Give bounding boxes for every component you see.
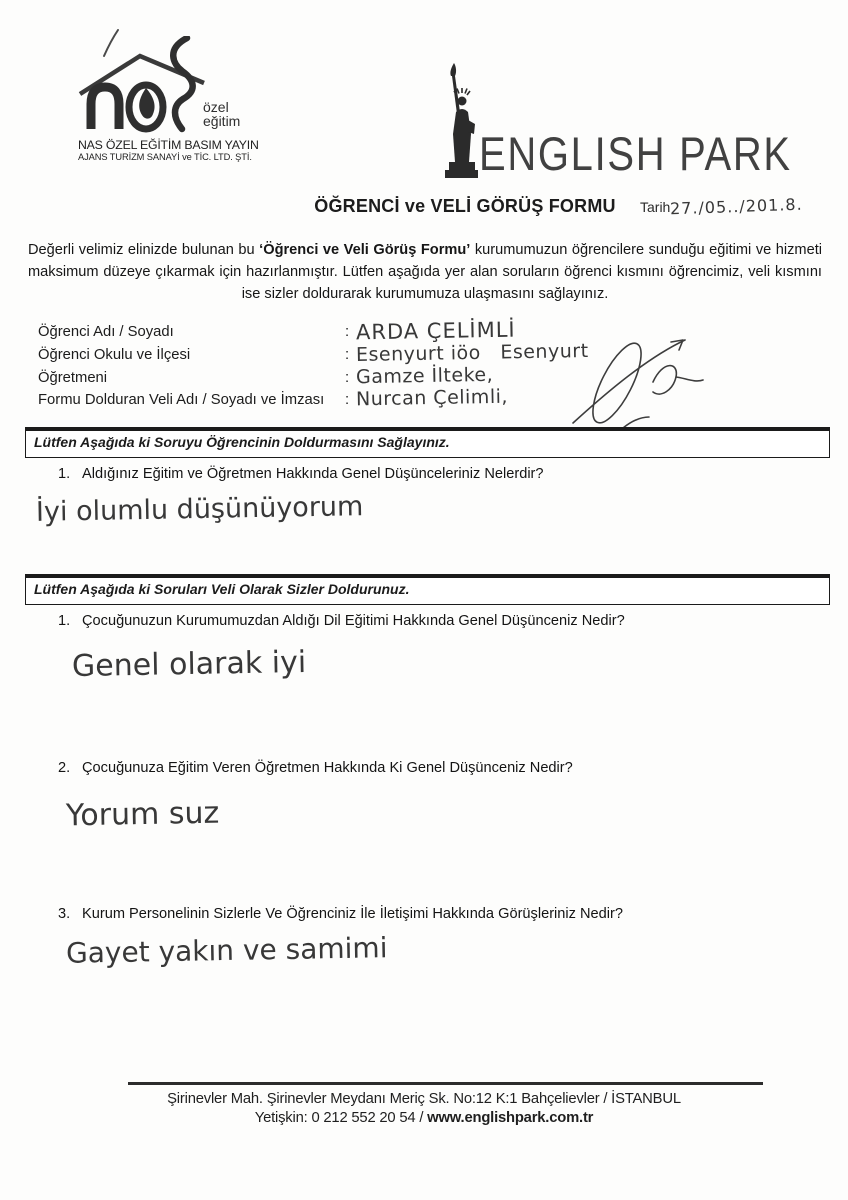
nas-ozel-word: özel [203,99,229,115]
field-label: Öğrenci Adı / Soyadı [38,324,174,340]
field-colon: : [345,324,350,340]
nas-logo [78,36,259,162]
date-row [640,194,804,219]
intro-bold: ‘Öğrenci ve Veli Görüş Formu’ [259,242,471,258]
intro-paragraph [28,240,822,305]
question-number: 1. [58,466,71,482]
form-title: ÖĞRENCİ ve VELİ GÖRÜŞ FORMU [314,196,616,216]
student-section-header: Lütfen Aşağıda ki Soruyu Öğrencinin Doldurmasını Sağlayınız. [25,427,830,458]
intro-before: Değerli velimiz elinizde bulunan bu [28,242,260,258]
question-text: Kurum Personelinin Sizlerle Ve Öğrenciniz İle İletişimi Hakkında Görüşleriniz Nedir? [82,906,624,922]
question-text: Aldığınız Eğitim ve Öğretmen Hakkında Genel Düşünceleriniz Nelerdir? [82,466,544,482]
english-park-wordmark: ENGLISH PARK [479,127,792,180]
question-number: 3. [58,906,71,922]
parent-question-2 [58,760,573,776]
field-value-handwritten: Esenyurt iöo Esenyurt [355,339,589,366]
parent-question-3 [58,906,623,922]
parent-answer-1-handwritten: Genel olarak iyi [71,644,307,685]
field-label: Formu Dolduran Veli Adı / Soyadı ve İmzası [38,392,325,409]
intro-after: kurumumuzun öğrencilere sunduğu eğitimi ve hizmeti maksimum düzeye çıkarmak için hazırlanmıştır. Lütfen aşağıda yer alan soruların öğrenci kısmını öğrencimiz, veli kısmını ise sizler doldurarak kurumumuza ulaşmasını sağlayınız. [28,242,822,302]
footer-address: Şirinevler Mah. Şirinevler Meydanı Meriç Sk. No:12 K:1 Bahçelievler / İSTANBUL [167,1091,681,1107]
nas-ozel-egitim-label [203,100,240,128]
field-value-handwritten: Nurcan Çelimli, [355,386,509,411]
field-value-handwritten: ARDA ÇELİMLİ [355,317,516,345]
footer-divider [128,1082,763,1085]
field-colon: : [345,346,350,363]
question-text: Çocuğunuzun Kurumumuzdan Aldığı Dil Eğitimi Hakkında Genel Düşünceniz Nedir? [82,613,625,629]
parent-answer-2-handwritten: Yorum suz [65,795,220,834]
field-colon: : [345,392,350,409]
question-number: 1. [58,613,71,629]
nas-egitim-word: eğitim [203,113,241,129]
parent-section-header: Lütfen Aşağıda ki Soruları Veli Olarak Sizler Doldurunuz. [25,574,830,605]
student-answer-1-handwritten: İyi olumlu düşünüyorum [35,491,364,528]
footer-website: www.englishpark.com.tr [427,1110,594,1126]
parent-answer-3-handwritten: Gayet yakın ve samimi [65,931,388,970]
parent-signature [565,320,710,435]
student-question-1 [58,466,544,482]
field-label: Öğrenci Okulu ve İlçesi [38,346,191,363]
footer-phone: Yetişkin: 0 212 552 20 54 / [254,1110,424,1126]
field-label: Öğretmeni [38,369,108,386]
question-number: 2. [58,760,71,776]
field-colon: : [345,369,350,386]
statue-of-liberty-icon [443,62,479,180]
nas-logo-mark [78,36,248,136]
date-label: Tarih [640,199,671,215]
date-handwritten-value: 27./05../201.8. [670,194,804,219]
parent-question-1 [58,613,625,629]
nas-company-line1: NAS ÖZEL EĞİTİM BASIM YAYIN [78,138,259,152]
field-value-handwritten: Gamze İlteke, [355,363,494,388]
nas-company-line2: AJANS TURİZM SANAYİ ve TİC. LTD. ŞTİ. [78,152,252,162]
question-text: Çocuğunuza Eğitim Veren Öğretmen Hakkında Ki Genel Düşünceniz Nedir? [82,760,573,776]
footer-contact [0,1110,848,1126]
